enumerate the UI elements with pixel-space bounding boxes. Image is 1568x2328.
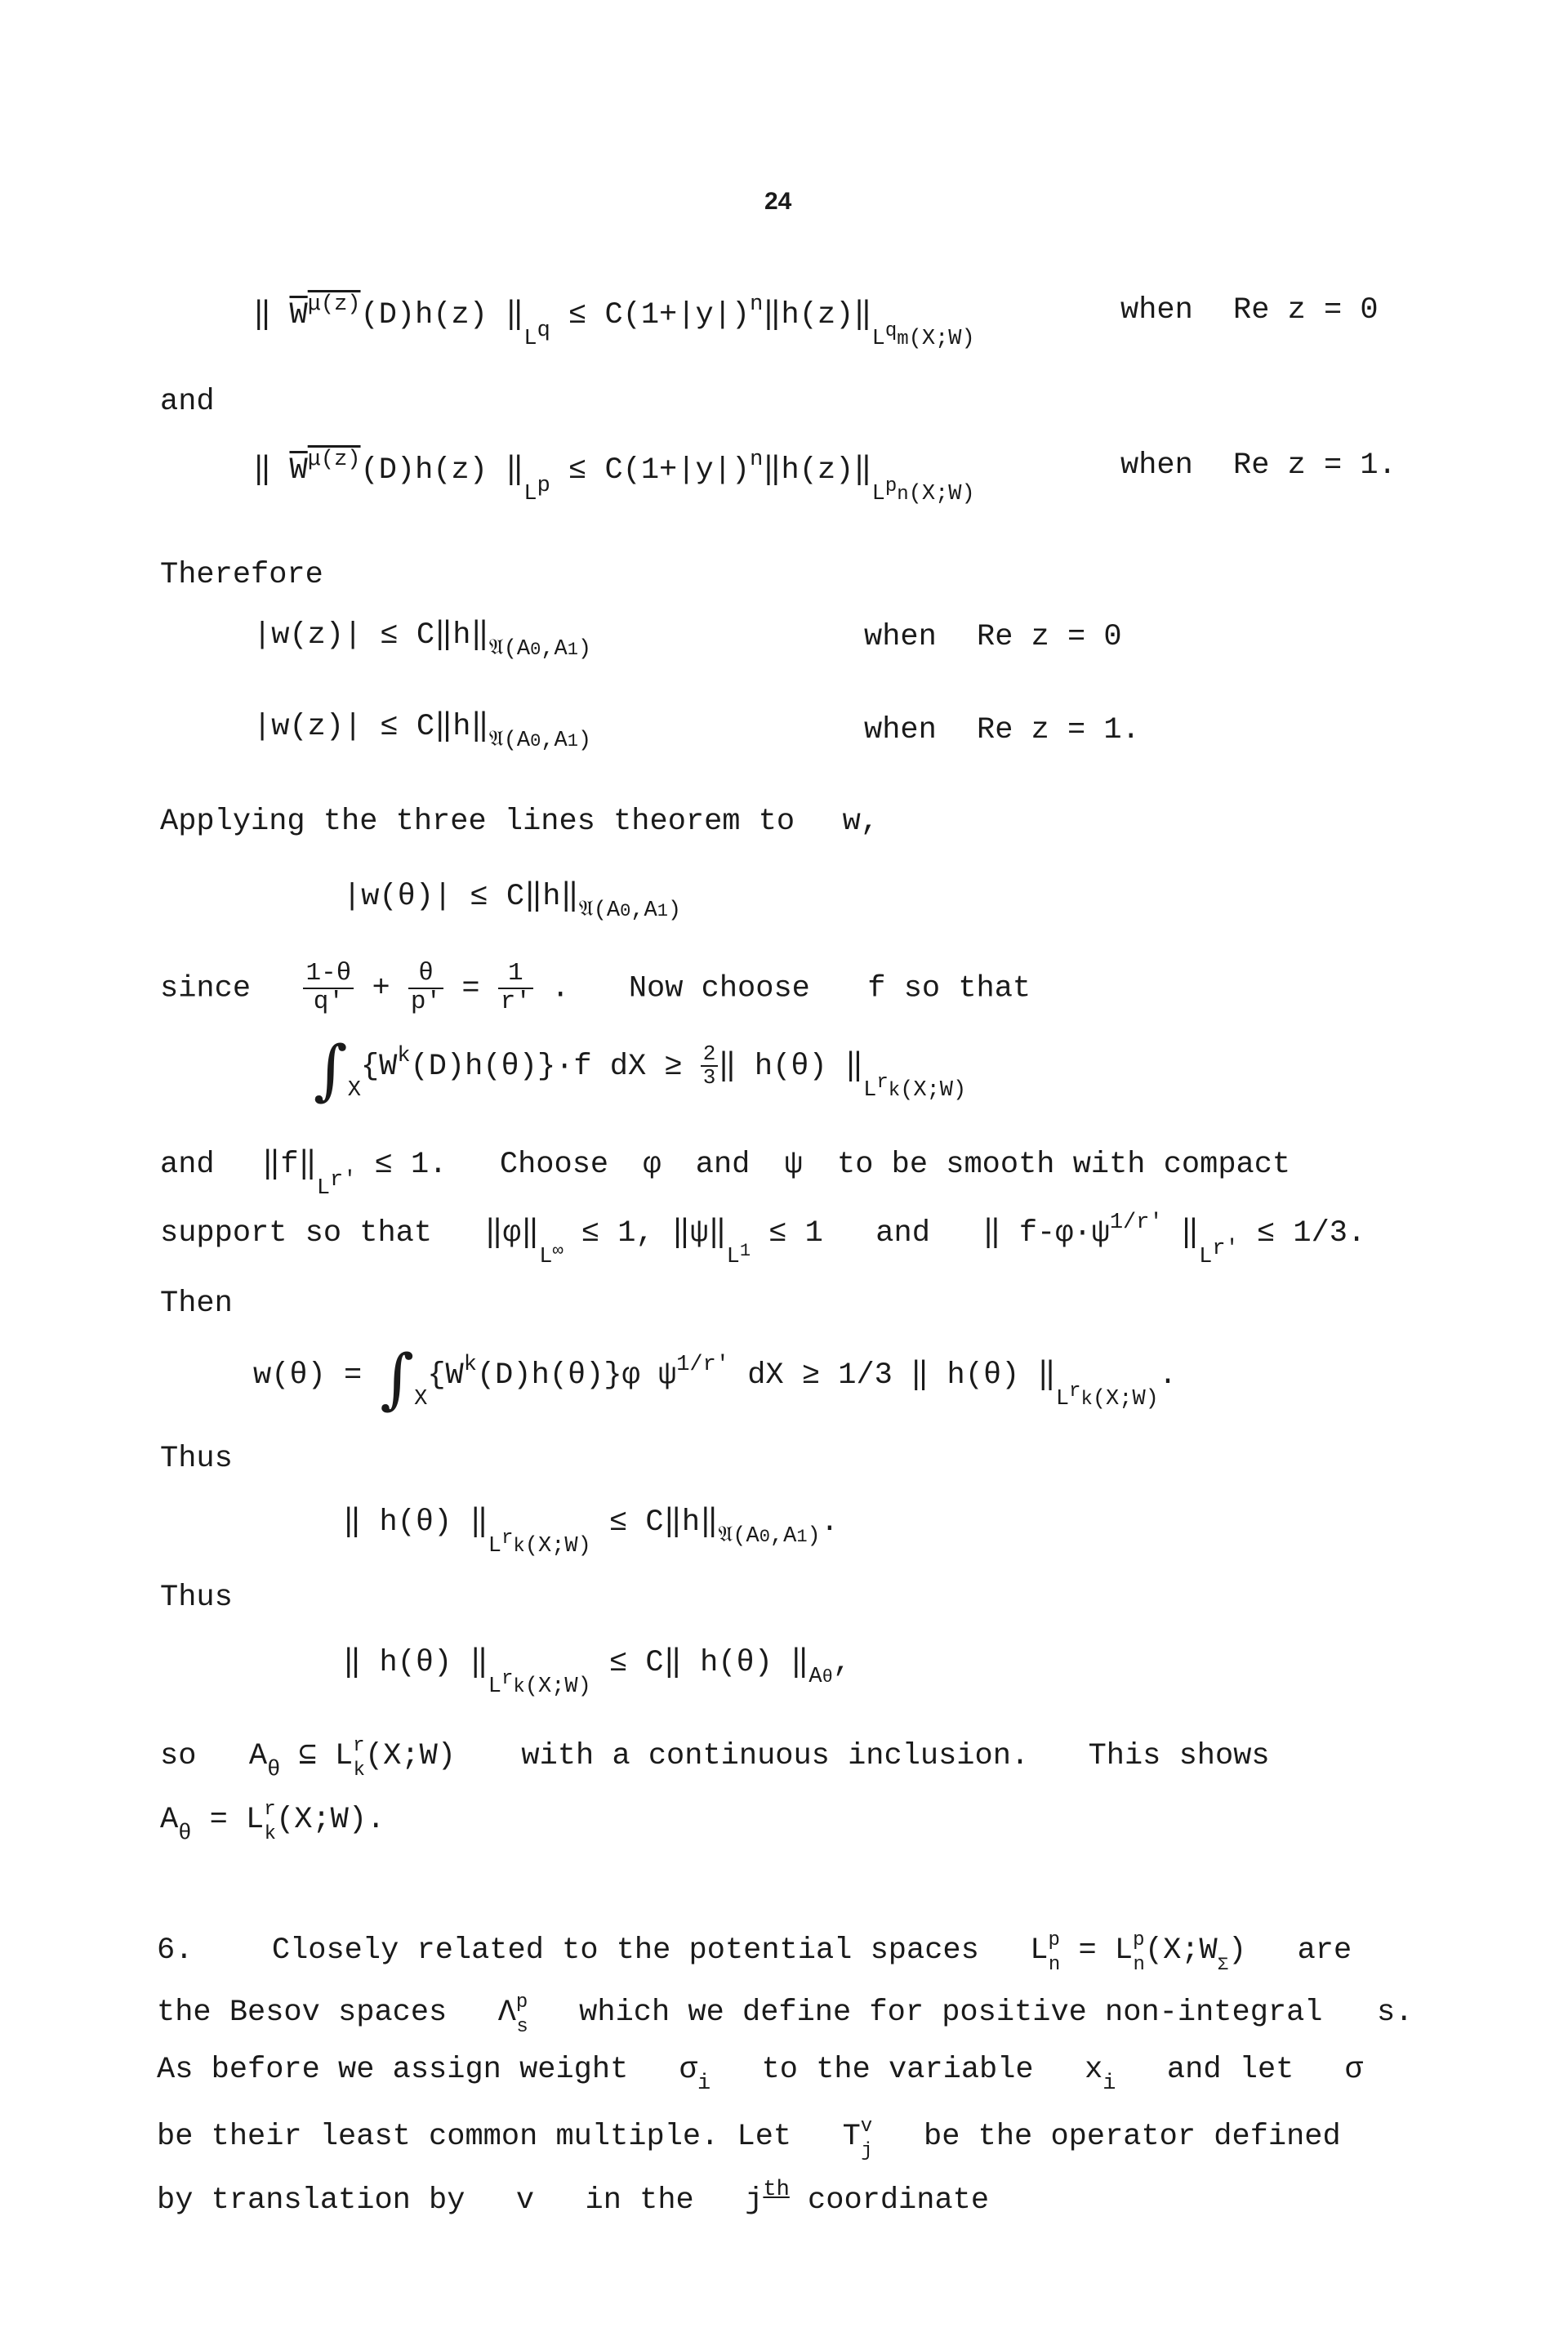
support-line: support so that $‖\varphi‖_{L^\infty} \le 1$, $‖\psi‖_{L^1} \le 1$ and ‖ $f-\varphi\cdot\psi^{1/r'}$ $‖_{Lr'} \le 1/3$. bbox=[160, 1211, 1366, 1269]
section-6-line-1: 6. Closely related to the potential spaces $L^p_n$ = $L^p_n(X;W_\Sigma)$ are bbox=[157, 1929, 1352, 1976]
and-text-3: and bbox=[695, 1148, 751, 1182]
section6-text-10: be the operator defined bbox=[924, 2120, 1341, 2154]
section6-text-1: Closely related to the potential spaces bbox=[271, 1933, 979, 1968]
fraction-2: $\frac{\theta}{p'}$ bbox=[408, 961, 443, 1015]
section6-text-3: the Besov spaces bbox=[157, 1996, 448, 2030]
and-f-line: and $‖f‖_{Lr'} \le 1$. Choose φ and ψ to be smooth with compact bbox=[160, 1148, 1291, 1201]
support-text: support so that bbox=[160, 1216, 433, 1251]
equation-2-condition: Re z = 1. bbox=[1233, 448, 1396, 483]
equation-3: $|w(z)| \le C‖h‖_{𝔄(A0,A1)}$ bbox=[253, 618, 592, 662]
fraction-3: $\frac{1}{r'}$ bbox=[498, 961, 533, 1015]
equation-7: ‖ h(θ) $‖_{Lrk(X;W)}$ ≤ C‖ h(θ) $‖_{A\theta}$, bbox=[343, 1646, 852, 1699]
fraction-1: $\frac{1-\theta}{q'}$ bbox=[303, 961, 354, 1015]
section-6-line-5: by translation by v in the $j^{th}$ coordinate bbox=[157, 2178, 990, 2218]
applying-text bbox=[160, 807, 879, 837]
choose-text-a: Choose bbox=[499, 1148, 609, 1182]
equation-4-condition: Re z = 1. bbox=[977, 713, 1140, 747]
integral-1: $\int_X\{W^k(D)h(\theta)\}\cdot f$ dX ≥ $\frac{2}{3}$ ‖ h(θ) $‖_{Lrk(X;W)}$ bbox=[314, 1032, 967, 1108]
page-number: 24 bbox=[764, 188, 792, 215]
section6-text-12: in the bbox=[585, 2183, 694, 2218]
section6-text-11: by translation by bbox=[157, 2183, 466, 2218]
section-6-line-3: As before we assign weight $\sigma_i$ to the variable $x_i$ and let σ bbox=[157, 2053, 1363, 2096]
equation-6: ‖ h(θ) $‖_{Lrk(X;W)}$ ≤ $C‖h‖_{𝔄(A0,A1)}$. bbox=[343, 1505, 839, 1559]
section6-text-5: s. bbox=[1376, 1996, 1414, 2030]
so-text: so bbox=[160, 1739, 197, 1773]
section6-text-2: are bbox=[1297, 1933, 1352, 1968]
and-text-1: and bbox=[160, 385, 215, 419]
thus-text-1: Thus bbox=[160, 1442, 233, 1476]
section6-text-4: which we define for positive non-integral bbox=[579, 1996, 1323, 2030]
then-text: Then bbox=[160, 1287, 233, 1321]
integral-2: $w(\theta) = \int_X\{W^k(D)h(\theta)\}\varphi$ $\psi^{1/r'}$ dX ≥ 1/3 ‖ h(θ) $‖_{Lrk(X;W)}$. bbox=[253, 1340, 1178, 1416]
equation-4: $|w(z)| \le C‖h‖_{𝔄(A0,A1)}$ bbox=[253, 710, 592, 753]
and-text-4: and bbox=[875, 1216, 930, 1251]
section6-text-9: be their least common multiple. Let bbox=[157, 2120, 792, 2154]
equation-3-condition: Re z = 0 bbox=[977, 620, 1122, 654]
section6-text-6: As before we assign weight bbox=[157, 2053, 629, 2087]
section-6-line-2: the Besov spaces $\Lambda^p_s$ which we define for positive non-integral s. bbox=[157, 1991, 1414, 2038]
equation-3-when: when bbox=[864, 620, 937, 654]
equation-1-when: when bbox=[1120, 293, 1193, 328]
conclusion-equation: $A_\theta$ = $L^r_k(X;W)$. bbox=[160, 1799, 385, 1846]
therefore-text: Therefore bbox=[160, 558, 323, 592]
section6-text-7: to the variable bbox=[761, 2053, 1034, 2087]
and-text-2: and bbox=[160, 1148, 215, 1182]
section6-text-8: and let bbox=[1166, 2053, 1294, 2087]
thus-text-2: Thus bbox=[160, 1581, 233, 1615]
applying-line: Applying the three lines theorem to bbox=[160, 805, 795, 839]
equation-1: ‖ $W^{\mu(z)}(D)h(z)$ $‖_{Lq}$ ≤ $C(1+|y|)^n‖h(z)‖_{Lqm(X;W)}$ bbox=[253, 292, 975, 351]
f-so-that-text: f so that bbox=[867, 971, 1031, 1006]
inclusion-line: so $A_\theta$ ⊆ $L^r_k(X;W)$ with a continuous inclusion. This shows bbox=[160, 1735, 1270, 1782]
equation-2: ‖ $W^{\mu(z)}(D)h(z)$ $‖_{Lp}$ ≤ $C(1+|y|)^n‖h(z)‖_{Lpn(X;W)}$ bbox=[253, 448, 975, 506]
equation-5: $|w(\theta)| \le C‖h‖_{𝔄(A0,A1)}$ bbox=[343, 880, 682, 923]
now-choose-text: Now choose bbox=[628, 971, 810, 1006]
equation-2-when: when bbox=[1120, 448, 1193, 483]
since-text: since bbox=[160, 971, 252, 1006]
equation-1-condition: Re z = 0 bbox=[1233, 293, 1379, 328]
this-shows-text: This shows bbox=[1088, 1739, 1270, 1773]
since-line: since $\frac{1-\theta}{q'}$ + $\frac{\theta}{p'}$ = $\frac{1}{r'}$ . Now choose f so that bbox=[160, 959, 1031, 1016]
section6-text-13: coordinate bbox=[808, 2183, 990, 2218]
section-number: 6. bbox=[157, 1933, 194, 1968]
applying-var: w, bbox=[842, 805, 879, 839]
section-6-line-4: be their least common multiple. Let $T^v_j$ be the operator defined bbox=[157, 2116, 1341, 2162]
choose-text-b: to be smooth with compact bbox=[837, 1148, 1291, 1182]
inclusion-text: with a continuous inclusion. bbox=[521, 1739, 1030, 1773]
equation-4-when: when bbox=[864, 713, 937, 747]
